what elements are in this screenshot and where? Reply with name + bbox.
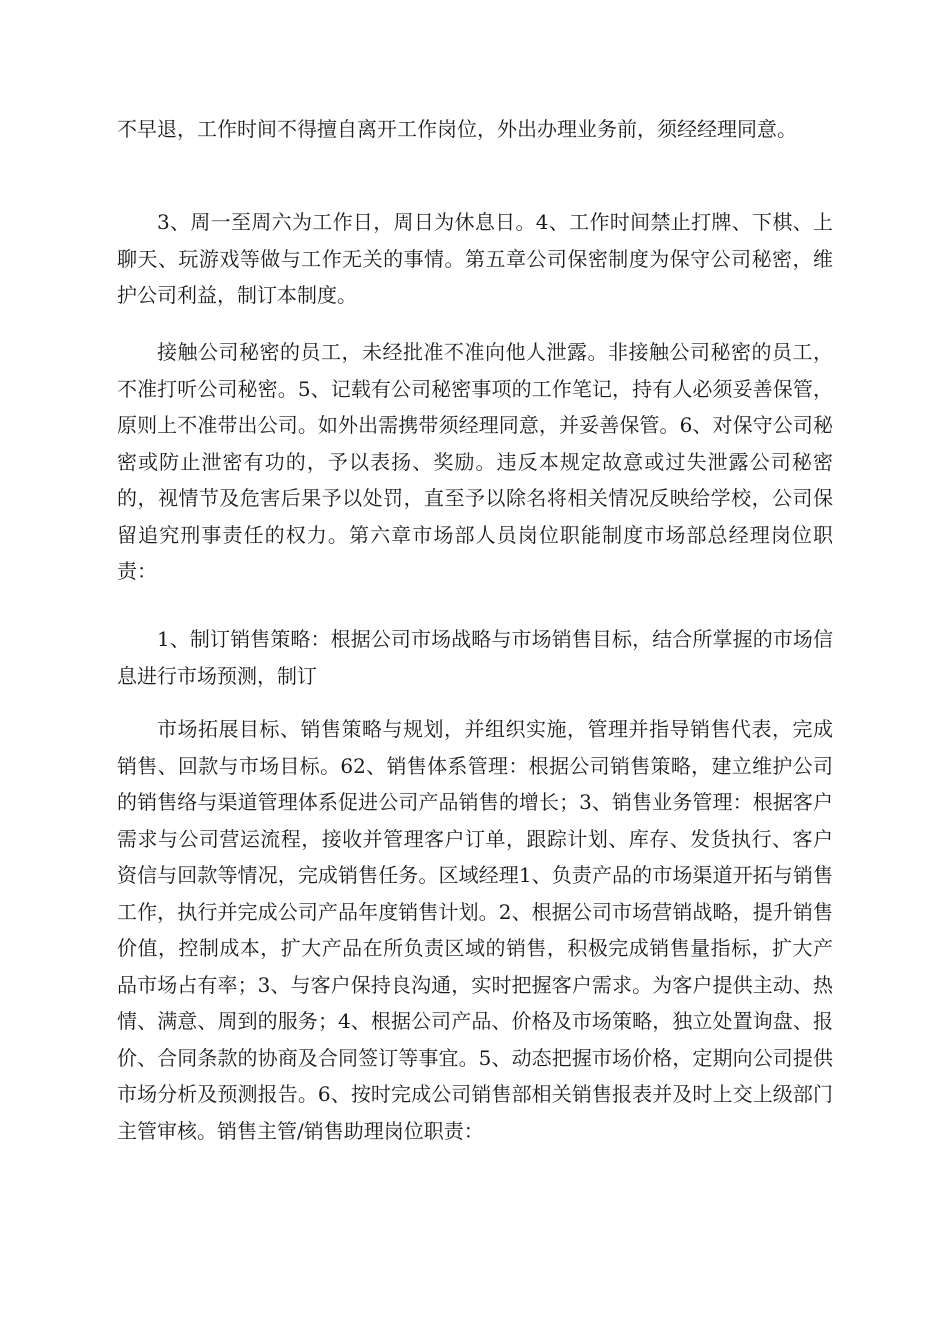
paragraph-attendance-rule: 不早退，工作时间不得擅自离开工作岗位，外出办理业务前，须经经理同意。 [117, 117, 797, 141]
paragraph-sales-strategy: 1、制订销售策略：根据公司市场战略与市场销售目标，结合所掌握的市场信息进行市场预测，制订 [117, 627, 833, 688]
paragraph-sales-duties: 市场拓展目标、销售策略与规划，并组织实施，管理并指导销售代表，完成销售、回款与市场目标。62、销售体系管理：根据公司销售策略，建立维护公司的销售络与渠道管理体系促进公司产品销售的增长；3、销售业务管理：根据客户需求与公司营运流程，接收并管理客户订单，跟踪计划、库存、发货执行、客户资信与回款等情况，完成销售任务。区域经理1、负责产品的市场渠道开拓与销售工作，执行并完成公司产品年度销售计划。2、根据公司市场营销战略，提升销售价值，控制成本，扩大产品在所负责区域的销售，积极完成销售量指标，扩大产品市场占有率；3、与客户保持良沟通，实时把握客户需求。为客户提供主动、热情、满意、周到的服务；4、根据公司产品、价格及市场策略，独立处置询盘、报价、合同条款的协商及合同签订等事宜。5、动态把握市场价格，定期向公司提供市场分析及预测报告。6、按时完成公司销售部相关销售报表并及时上交上级部门主管审核。销售主管/销售助理岗位职责： [117, 717, 833, 1143]
paragraph-work-days: 3、周一至周六为工作日，周日为休息日。4、工作时间禁止打牌、下棋、上聊天、玩游戏等做与工作无关的事情。第五章公司保密制度为保守公司秘密，维护公司利益，制订本制度。 [117, 210, 833, 307]
paragraph-confidentiality: 接触公司秘密的员工，未经批准不准向他人泄露。非接触公司秘密的员工，不准打听公司秘密。5、记载有公司秘密事项的工作笔记，持有人必须妥善保管，原则上不准带出公司。如外出需携带须经理同意，并妥善保管。6、对保守公司秘密或防止泄密有功的，予以表扬、奖励。违反本规定故意或过失泄露公司秘密的，视情节及危害后果予以处罚，直至予以除名将相关情况反映给学校，公司保留追究刑事责任的权力。第六章市场部人员岗位职能制度市场部总经理岗位职责： [117, 340, 833, 583]
